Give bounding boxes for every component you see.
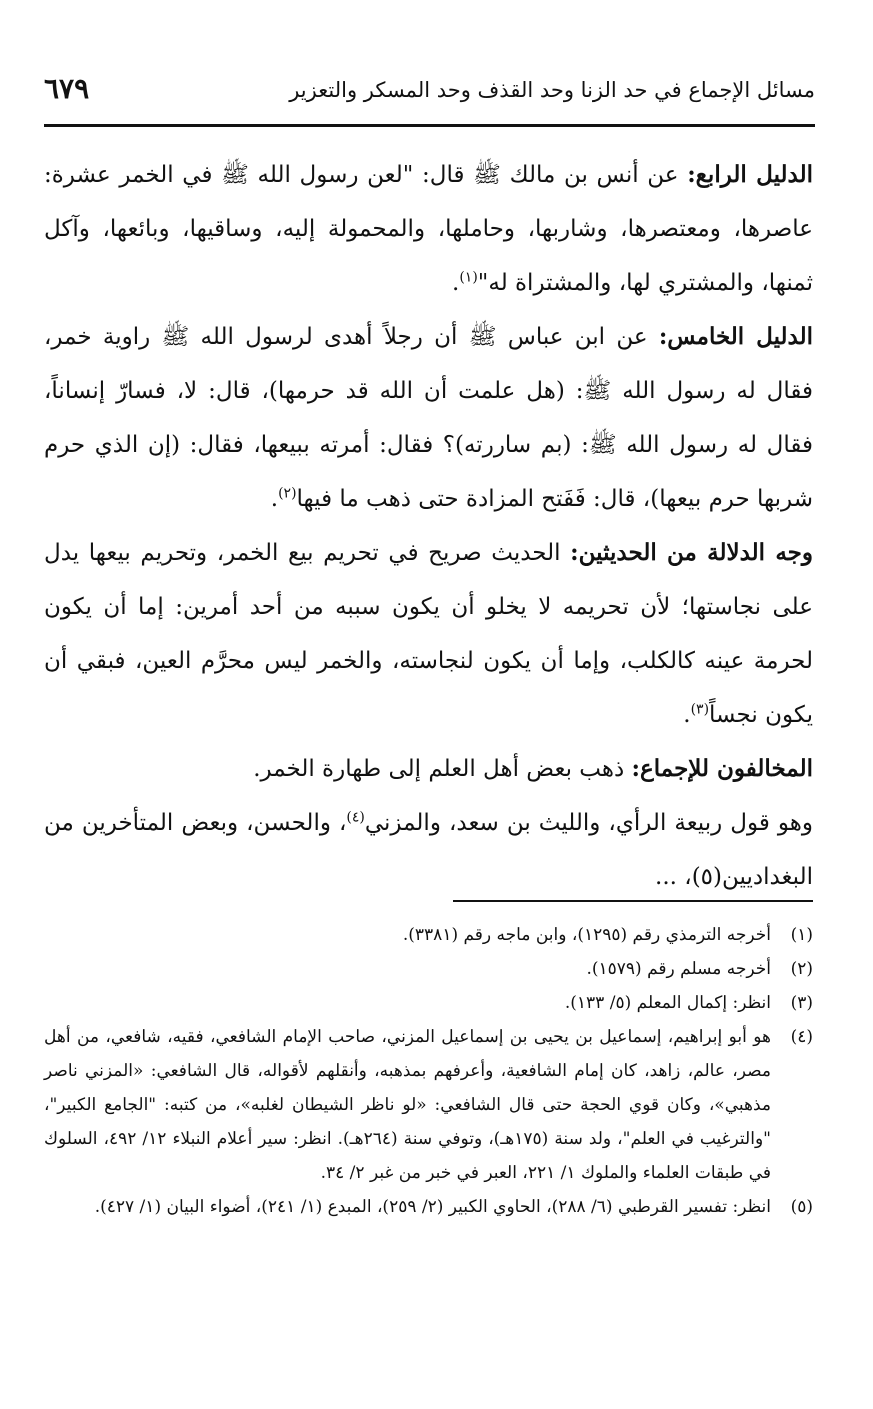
running-header [44, 72, 815, 120]
footnote-item [44, 1190, 813, 1224]
footnote-item [44, 986, 813, 1020]
paragraph-text: عن أنس بن مالك ﷺ قال: "لعن رسول الله ﷺ في الخمر عشرة: عاصرها، ومعتصرها، وشاربها، وحاملها، والمحمولة إليه، وساقيها، وبائعها، وآكل ثمنها، والمشتري لها، والمشتراة له" [44, 162, 813, 296]
paragraph-tail: . [452, 270, 460, 296]
footnote-marker: (٤) [346, 809, 365, 826]
paragraph-text: ذهب بعض أهل العلم إلى طهارة الخمر. [253, 756, 632, 782]
paragraph-dissenters-list [44, 796, 813, 904]
paragraph-heading: الدليل الخامس: [658, 323, 813, 350]
header-title: مسائل الإجماع في حد الزنا وحد القذف وحد المسكر والتعزير [289, 78, 815, 102]
paragraph-heading: المخالفون للإجماع: [631, 755, 813, 782]
footnote-number: (٥) [790, 1197, 813, 1217]
footnote-text: هو أبو إبراهيم، إسماعيل بن يحيى بن إسماعيل المزني، صاحب الإمام الشافعي، فقيه، شافعي، من أهل مصر، عالم، زاهد، كان إمام الشافعية، وأعرفهم بمذهبه، وأنقلهم لأقواله، قال الشافعي: «المزني ناصر مذهبي»، وكان قوي الحجة حتى قال الشافعي: «لو ناظر الشيطان لغلبه»، من كتبه: "الجامع الكبير"، "والترغيب في العلم"، ولد سنة (١٧٥هـ)، وتوفي سنة (٢٦٤هـ). انظر: سير أعلام النبلاء ١٢/ ٤٩٢، السلوك في طبقات العلماء والملوك ١/ ٢٢١، العبر في خبر من غبر ٢/ ٣٤. [44, 1027, 771, 1183]
paragraph-evidence-meaning [44, 526, 813, 742]
footnote-item [44, 952, 813, 986]
footnote-text: انظر: إكمال المعلم (٥/ ١٣٣). [564, 993, 771, 1013]
paragraph-evidence-five [44, 310, 813, 526]
footnote-text: انظر: تفسير القرطبي (٦/ ٢٨٨)، الحاوي الكبير (٢/ ٢٥٩)، المبدع (١/ ٢٤١)، أضواء البيان (١/ ٤٢٧). [94, 1197, 771, 1217]
footnote-marker: (١) [459, 269, 478, 286]
header-rule [44, 124, 815, 127]
footnote-text: أخرجه مسلم رقم (١٥٧٩). [586, 959, 771, 979]
footnote-marker: (٢) [278, 485, 297, 502]
footnote-number: (٣) [790, 993, 813, 1013]
paragraph-tail: ، والحسن، وبعض المتأخرين من البغداديين(٥)، ... [44, 810, 813, 890]
paragraph-evidence-four [44, 148, 813, 310]
footnote-number: (١) [790, 925, 813, 945]
footnote-number: (٤) [790, 1027, 813, 1047]
paragraph-tail: . [683, 702, 691, 728]
footnote-rule [453, 900, 813, 902]
paragraph-text: وهو قول ربيعة الرأي، والليث بن سعد، والمزني [364, 810, 813, 836]
paragraph-dissenters [44, 742, 813, 796]
footnote-item [44, 1020, 813, 1190]
paragraph-heading: وجه الدلالة من الحديثين: [570, 539, 814, 566]
paragraph-text: الحديث صريح في تحريم بيع الخمر، وتحريم بيعها يدل على نجاستها؛ لأن تحريمه لا يخلو أن يكون سببه من أحد أمرين: إما أن يكون لحرمة عينه كالكلب، وإما أن يكون لنجاسته، والخمر ليس محرَّم العين، فبقي أن يكون نجساً [44, 540, 813, 728]
footnote-text: أخرجه الترمذي رقم (١٢٩٥)، وابن ماجه رقم (٣٣٨١). [402, 925, 771, 945]
paragraph-tail: . [270, 486, 279, 512]
page-number: ٦٧٩ [44, 72, 90, 105]
footnote-item [44, 918, 813, 952]
footnote-marker: (٣) [690, 701, 710, 718]
footnote-number: (٢) [790, 959, 813, 979]
paragraph-text: عن ابن عباس ﷺ أن رجلاً أهدى لرسول الله ﷺ راوية خمر، فقال له رسول الله ﷺ: (هل علمت أن الله قد حرمها)، قال: لا، فسارّ إنساناً، فقال له رسول الله ﷺ: (بم ساررته)؟ فقال: أمرته ببيعها، فقال: (إن الذي حرم شربها حرم بيعها)، قال: فَفَتح المزادة حتى ذهب ما فيها [44, 324, 813, 512]
main-text [44, 148, 813, 904]
footnotes [44, 918, 813, 1224]
paragraph-heading: الدليل الرابع: [687, 161, 813, 188]
